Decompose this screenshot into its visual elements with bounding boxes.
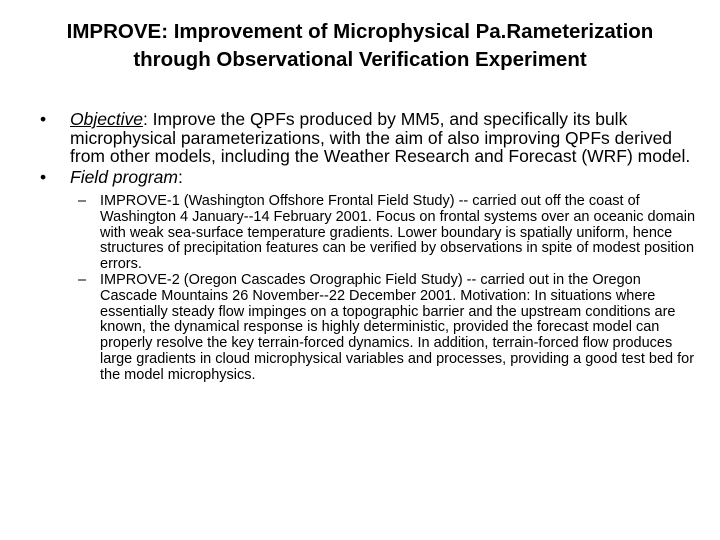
title-line-2: through Observational Verification Experiment [133, 48, 587, 71]
bullet-objective [26, 110, 696, 166]
bullet-marker: • [40, 166, 47, 187]
field-program-colon: : [177, 166, 183, 187]
sub-bullet-improve-1 [68, 194, 696, 273]
sub-bullet-list [68, 194, 696, 384]
objective-text: : Improve the QPFs produced by MM5, and specifically its bulk microphysical parameterizations, with the aim of also improving QPFs derived from other models, including the Weather Research and Forecast (WRF) model. [70, 109, 691, 166]
bullet-marker: • [40, 109, 47, 129]
title-line-1: IMPROVE: Improvement of Microphysical Pa.Rameterization [66, 20, 654, 43]
bullet-field-program [26, 168, 696, 384]
slide-title [0, 18, 720, 74]
sub-bullet-improve-2 [68, 273, 696, 384]
sub-bullet-marker: – [78, 193, 87, 209]
objective-label: Objective [70, 109, 143, 129]
bullet-list [26, 110, 696, 386]
improve-1-text: IMPROVE-1 (Washington Offshore Frontal Field Study) -- carried out off the coast of Washington 4 January--14 February 2001. Focus on frontal systems over an oceanic domain with weak sea-surface temperature gradients. Lower boundary is spatially uniform, hence structures of precipitation features can be verified by observations in spite of modest position errors. [100, 193, 696, 273]
improve-2-text: IMPROVE-2 (Oregon Cascades Orographic Field Study) -- carried out in the Oregon Cascade Mountains 26 November--22 December 2001. Motivation: In situations where essentially steady flow impinges on a topographic barrier and the upstream conditions are known, the dynamical response is highly deterministic, provided the forecast model can properly resolve the key terrain-forced dynamics. In addition, terrain-forced flow produces large gradients in cloud microphysical variables and processes, providing a good test bed for the model microphysics. [100, 271, 695, 383]
sub-bullet-marker: – [78, 271, 87, 288]
field-program-label: Field program [70, 166, 178, 187]
